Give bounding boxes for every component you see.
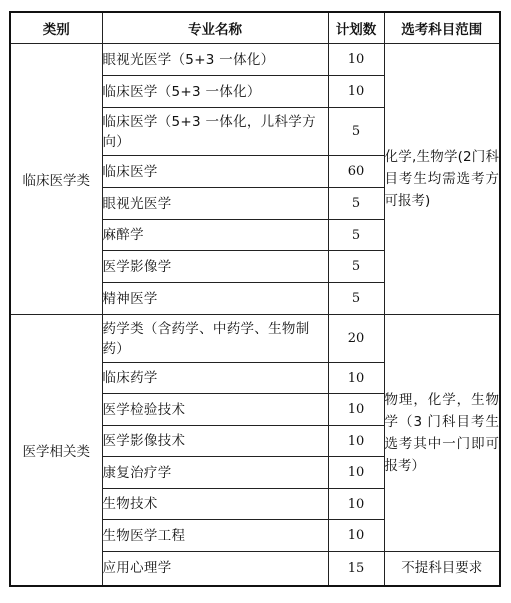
count-cell: 10 [328, 489, 384, 520]
major-cell: 应用心理学 [102, 552, 328, 586]
count-cell: 60 [328, 156, 384, 188]
subjects-cell-no-requirement: 不提科目要求 [384, 552, 500, 586]
count-cell: 5 [328, 220, 384, 251]
count-cell: 5 [328, 283, 384, 315]
major-cell: 临床药学 [102, 363, 328, 394]
major-cell: 康复治疗学 [102, 457, 328, 489]
subjects-cell: 物理，化学，生物学（3 门科目考生选考其中一门即可报考） [384, 315, 500, 552]
major-cell: 医学影像技术 [102, 426, 328, 457]
count-cell: 5 [328, 251, 384, 283]
header-subjects: 选考科目范围 [384, 12, 500, 44]
count-cell: 5 [328, 188, 384, 220]
major-cell: 医学检验技术 [102, 394, 328, 426]
table-row [10, 315, 500, 363]
count-cell: 10 [328, 44, 384, 76]
enrollment-plan-table [9, 11, 501, 587]
major-cell: 医学影像学 [102, 251, 328, 283]
major-cell: 临床医学（5+3 一体化） [102, 76, 328, 108]
count-cell: 10 [328, 76, 384, 108]
category-cell: 临床医学类 [10, 44, 102, 315]
major-cell: 麻醉学 [102, 220, 328, 251]
count-cell: 5 [328, 108, 384, 156]
count-cell: 10 [328, 520, 384, 552]
header-count: 计划数 [328, 12, 384, 44]
count-cell: 10 [328, 426, 384, 457]
category-cell: 医学相关类 [10, 315, 102, 586]
count-cell: 10 [328, 363, 384, 394]
header-category: 类别 [10, 12, 102, 44]
table-row [10, 44, 500, 76]
major-cell: 眼视光医学（5+3 一体化） [102, 44, 328, 76]
table-header-row [10, 12, 500, 44]
major-cell: 生物技术 [102, 489, 328, 520]
count-cell: 20 [328, 315, 384, 363]
count-cell: 10 [328, 457, 384, 489]
count-cell: 10 [328, 394, 384, 426]
subjects-cell: 化学,生物学(2门科目考生均需选考方可报考) [384, 44, 500, 315]
major-cell: 眼视光医学 [102, 188, 328, 220]
major-cell: 生物医学工程 [102, 520, 328, 552]
major-cell: 精神医学 [102, 283, 328, 315]
major-cell: 药学类（含药学、中药学、生物制药） [102, 315, 328, 363]
major-cell: 临床医学（5+3 一体化，儿科学方向） [102, 108, 328, 156]
major-cell: 临床医学 [102, 156, 328, 188]
count-cell: 15 [328, 552, 384, 586]
header-major: 专业名称 [102, 12, 328, 44]
